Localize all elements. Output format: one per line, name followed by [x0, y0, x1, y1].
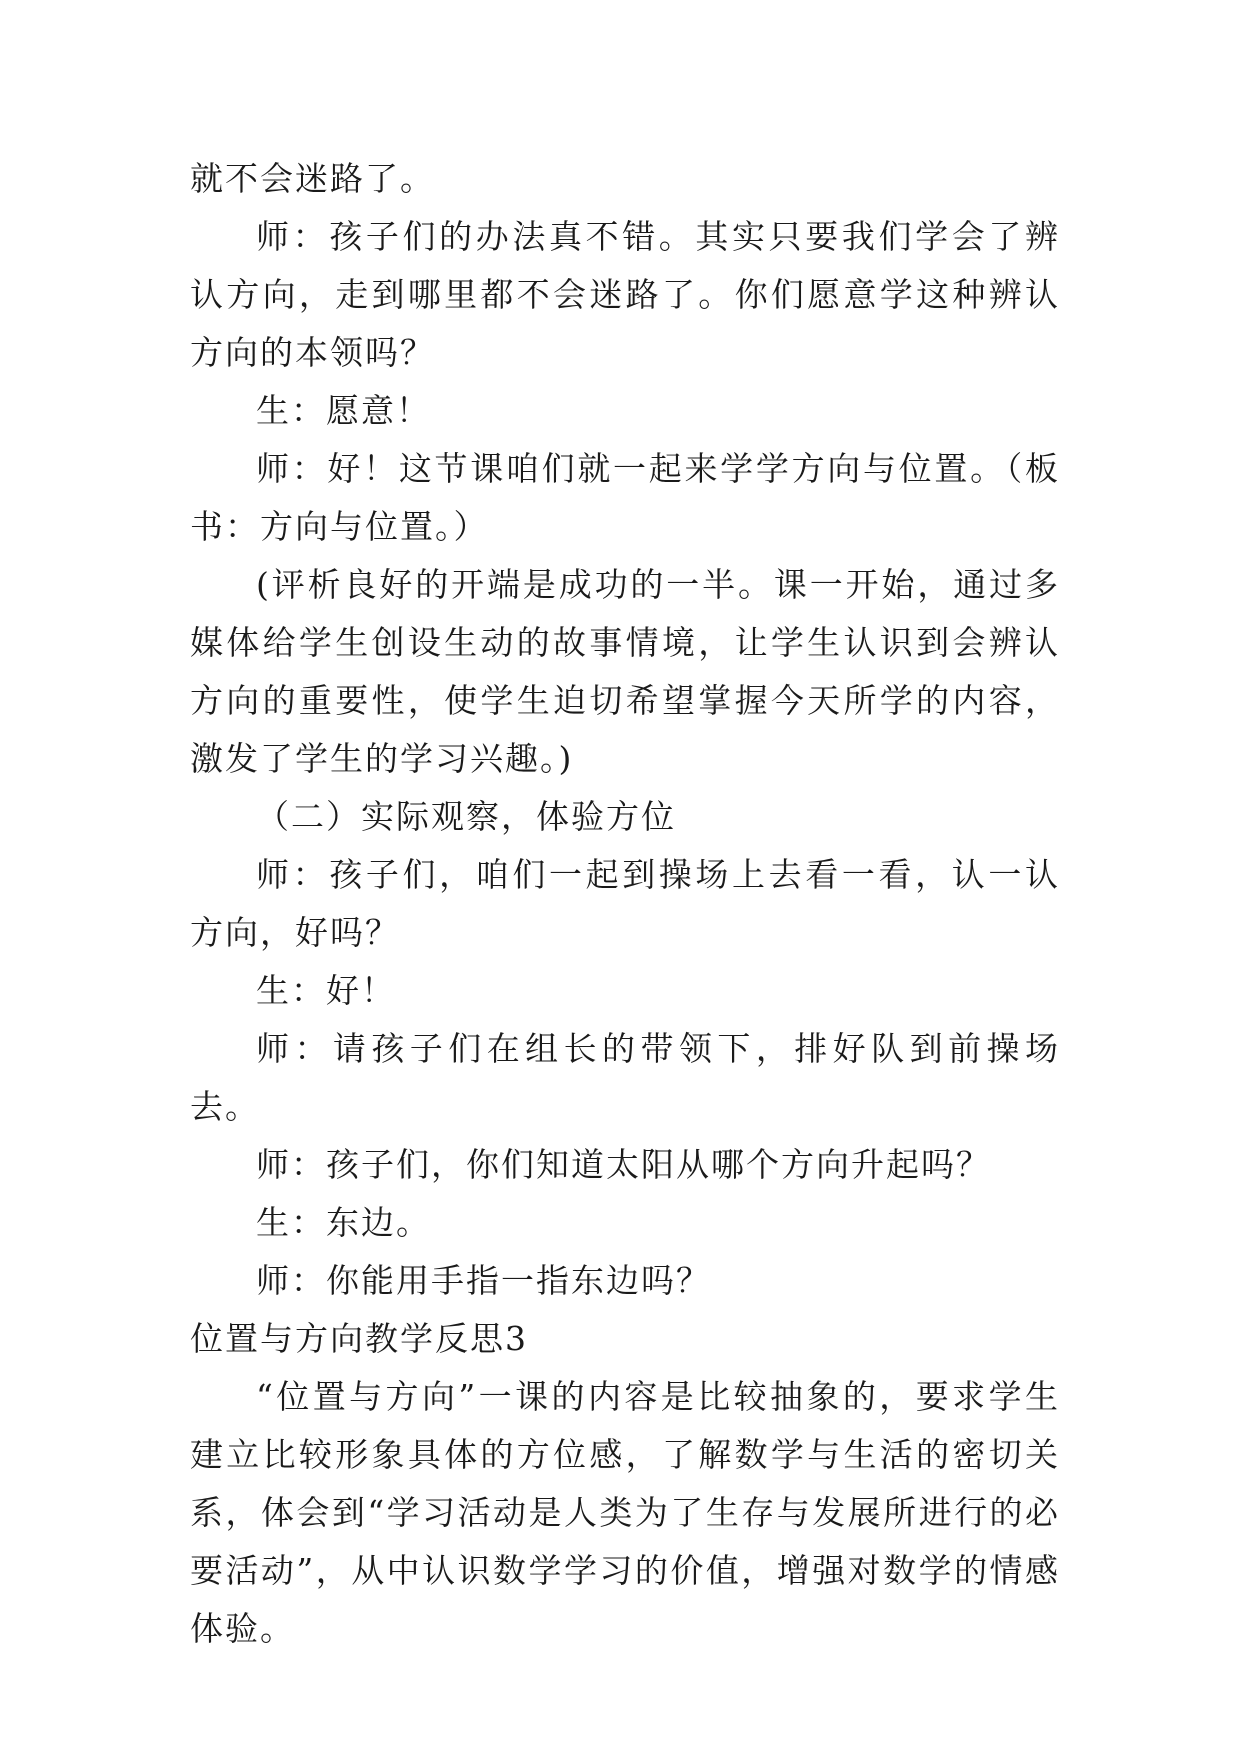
body-paragraph: “位置与方向”一课的内容是比较抽象的，要求学生建立比较形象具体的方位感，了解数学与生活的密切关系，体会到“学习活动是人类为了生存与发展所进行的必要活动”，从中认识数学学习的价值，增强对数学的情感体验。	[190, 1377, 1060, 1648]
dialogue-student-paragraph: 生：好！	[256, 971, 396, 1010]
dialogue-student-paragraph: 生：东边。	[256, 1203, 431, 1242]
commentary-paragraph: (评析良好的开端是成功的一半。课一开始，通过多媒体给学生创设生动的故事情境，让学生认识到会辨认方向的重要性，使学生迫切希望掌握今天所学的内容，激发了学生的学习兴趣。)	[190, 565, 1060, 778]
paragraph-continuation: 就不会迷路了。	[190, 159, 435, 198]
dialogue-teacher-paragraph: 师：你能用手指一指东边吗？	[256, 1261, 711, 1300]
dialogue-teacher-paragraph: 师：孩子们，你们知道太阳从哪个方向升起吗？	[256, 1145, 991, 1184]
dialogue-teacher-paragraph: 师：请孩子们在组长的带领下，排好队到前操场去。	[190, 1029, 1060, 1126]
dialogue-teacher-paragraph: 师：好！这节课咱们就一起来学学方向与位置。（板书：方向与位置。）	[190, 449, 1060, 546]
article-title: 位置与方向教学反思3	[190, 1319, 528, 1358]
dialogue-teacher-paragraph: 师：孩子们的办法真不错。其实只要我们学会了辨认方向，走到哪里都不会迷路了。你们愿意学这种辨认方向的本领吗？	[190, 217, 1060, 372]
dialogue-teacher-paragraph: 师：孩子们，咱们一起到操场上去看一看，认一认方向，好吗？	[190, 855, 1060, 952]
document-body	[190, 150, 1060, 1658]
dialogue-student-paragraph: 生：愿意！	[256, 391, 431, 430]
section-heading: （二）实际观察，体验方位	[256, 797, 676, 836]
